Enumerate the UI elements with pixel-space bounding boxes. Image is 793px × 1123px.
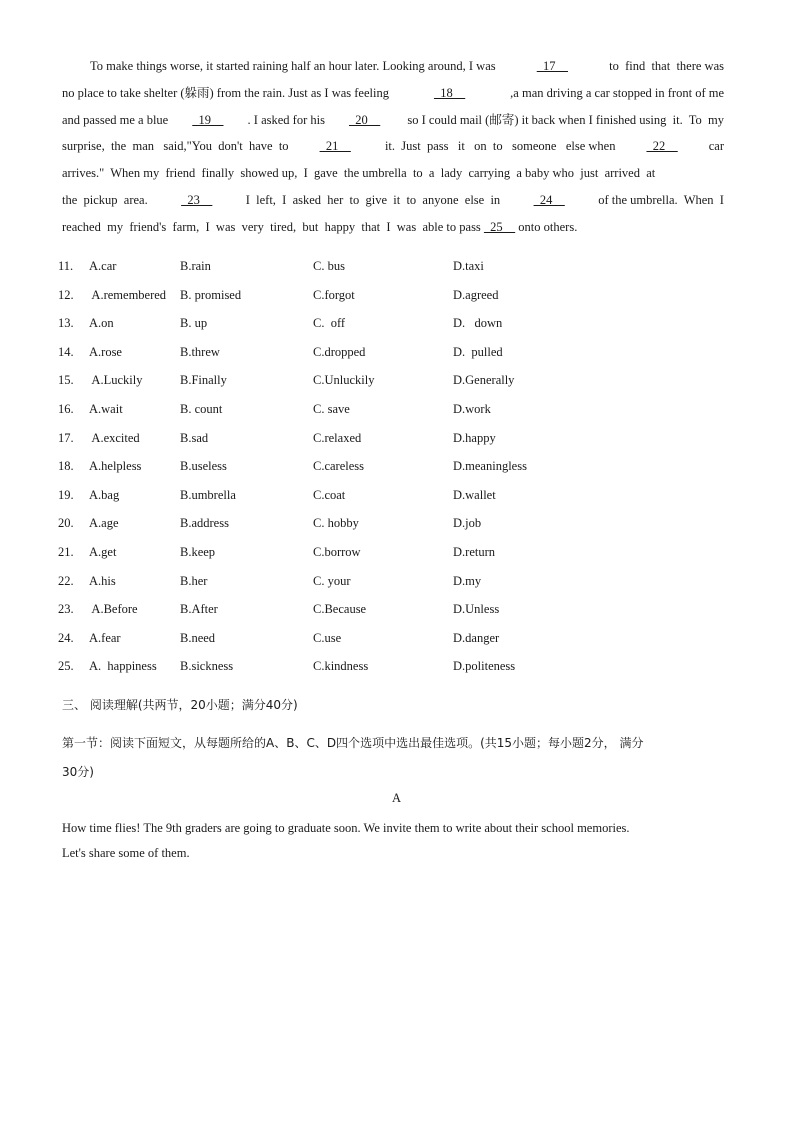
option-b: B.rain [180,259,211,273]
option-d: D.work [453,401,491,416]
answer-blank: 18 [433,85,466,100]
question-number: 24. [58,630,74,645]
option-d: D.job [453,516,482,531]
option-row [58,285,738,314]
option-a: A.his [89,573,116,588]
option-c: C.borrow [313,544,361,559]
option-d: D.happy [453,430,496,445]
option-row [58,456,738,485]
option-b: B.need [180,630,216,645]
option-c: C. off [313,316,346,331]
option-c: C.careless [313,459,365,474]
passage-line [62,83,724,110]
passage-line [62,190,724,217]
option-row [58,485,738,514]
option-c: C. your [313,573,351,588]
option-row [58,370,738,399]
option-a: A.get [89,544,117,559]
option-c: C. bus [313,259,345,273]
option-c: C.Unluckily [313,373,375,388]
option-b: B.umbrella [180,487,236,502]
option-b: B. count [180,401,223,416]
option-d: D.return [453,544,495,559]
cloze-passage [62,56,724,244]
option-row [58,542,738,571]
option-d: D.agreed [453,287,499,302]
question-number: 22. [58,573,74,588]
instruction-line-2: 30分) [62,765,94,779]
option-c: C.coat [313,487,346,502]
option-a: A.fear [89,630,121,645]
option-b: B.keep [180,544,216,559]
intro-line-2: Let's share some of them. [62,846,190,860]
option-a: A.helpless [89,459,142,474]
option-b: B.After [180,602,218,617]
option-c: C.relaxed [313,430,362,445]
option-b: B.threw [180,344,220,359]
option-c: C.Because [313,602,367,617]
option-a: A.remembered [89,287,167,302]
option-d: D.politeness [453,659,516,674]
option-b: B.useless [180,459,227,474]
passage-line [62,163,724,190]
answer-blank: 19 [192,112,224,127]
intro-line-1: How time flies! The 9th graders are going to graduate soon. We invite them to write about their school memories. [62,821,630,835]
option-row [58,513,738,542]
passage-text: of the umbrella. When I [595,192,724,207]
option-c: C.kindness [313,659,369,674]
option-b: B.Finally [180,373,227,388]
question-number: 18. [58,459,74,474]
option-b: B. promised [180,287,242,302]
passage-text: it. Just pass it on to someone else when [378,139,619,154]
passage-text: surprise, the man said,"You don't have to [62,139,292,154]
option-c: C.forgot [313,287,355,302]
option-c: C. save [313,401,350,416]
question-number: 11. [58,259,74,273]
passage-line [62,110,724,137]
option-row [58,342,738,371]
passage-text: I left, I asked her to give it to anyone else in [242,192,504,207]
question-number: 21. [58,544,74,559]
option-c: C.dropped [313,344,366,359]
option-a: A.Before [89,602,138,617]
question-number: 17. [58,430,74,445]
passage-text: the pickup area. [62,192,151,207]
option-row [58,656,738,685]
passage-text: so I could mail (邮寄) it back when I finished using it. To my [401,112,724,127]
passage-line [62,217,724,244]
passage-line [62,56,724,83]
answer-blank: 23 [181,192,213,207]
passage-line [62,136,724,163]
option-a: A.age [89,516,119,531]
option-d: D.wallet [453,487,496,502]
question-number: 15. [58,373,74,388]
option-d: D.danger [453,630,500,645]
option-row [58,256,738,285]
question-number: 14. [58,344,74,359]
answer-blank: 24 [533,192,565,207]
answer-blank: 25 [483,219,516,234]
option-row [58,428,738,457]
passage-text: reached my friend's farm, I was very tired, but happy that I was able to pass [62,219,484,234]
option-a: A.excited [89,430,140,445]
option-c: C. hobby [313,516,359,531]
section-instruction [62,729,730,787]
question-number: 16. [58,401,74,416]
passage-text: ,a man driving a car stopped in front of me [507,85,724,100]
option-d: D.meaningless [453,459,527,474]
option-d: D.Unless [453,602,500,617]
option-row [58,628,738,657]
passage-text: arrives." When my friend finally showed up, I gave the umbrella to a lady carrying a baby who just arrived at [62,166,656,181]
option-b: B.sad [180,430,209,445]
question-number: 19. [58,487,74,502]
section-title: 三、 阅读理解(共两节，20小题；满分40分) [62,698,298,712]
option-c: C.use [313,630,342,645]
instruction-line-1: 第一节：阅读下面短文，从每题所给的A、B、C、D四个选项中选出最佳选项。(共15小题；每小题2分， 满分 [62,736,644,750]
option-d: D. down [453,316,503,331]
option-b: B.address [180,516,229,531]
question-number: 12. [58,287,74,302]
reading-intro [62,816,722,866]
passage-text: . I asked for his [244,112,329,127]
passage-text: to find that there was [605,59,724,73]
option-a: A.wait [89,401,123,416]
question-number: 20. [58,516,74,531]
option-d: D.Generally [453,373,515,388]
passage-text: no place to take shelter (躲雨) from the rain. Just as I was feeling [62,85,393,100]
options-list [58,256,738,685]
option-d: D.taxi [453,259,484,273]
option-row [58,399,738,428]
answer-blank: 17 [536,59,568,73]
option-b: B.her [180,573,208,588]
question-number: 23. [58,602,74,617]
passage-text: onto others. [515,219,578,234]
option-row [58,313,738,342]
option-a: A.car [89,259,117,273]
option-row [58,599,738,628]
option-a: A.Luckily [89,373,143,388]
option-a: A.rose [89,344,122,359]
option-b: B.sickness [180,659,234,674]
answer-blank: 21 [319,139,351,154]
question-number: 13. [58,316,74,331]
question-number: 25. [58,659,74,674]
passage-letter: A [391,791,402,805]
answer-blank: 20 [348,112,381,127]
option-row [58,571,738,600]
option-b: B. up [180,316,208,331]
option-d: D.my [453,573,482,588]
option-a: A. happiness [89,659,157,674]
answer-blank: 22 [646,139,678,154]
option-a: A.bag [89,487,120,502]
option-a: A.on [89,316,114,331]
passage-text: and passed me a blue [62,112,172,127]
passage-text: To make things worse, it started raining half an hour later. Looking around, I was [90,59,499,73]
passage-text: car [705,139,724,154]
option-d: D. pulled [453,344,503,359]
